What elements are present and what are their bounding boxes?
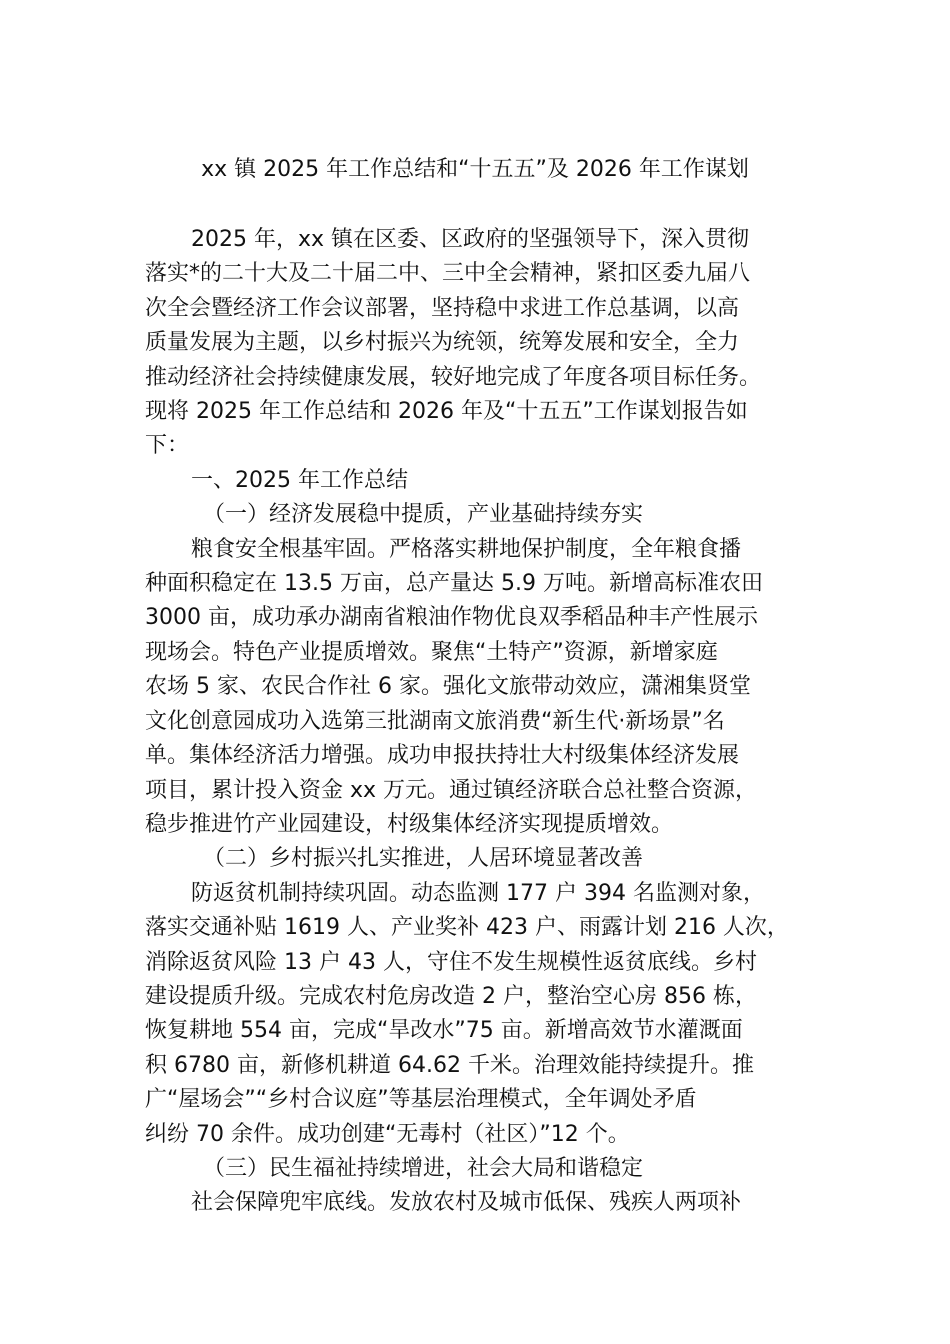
body-line: 文化创意园成功入选第三批湖南文旅消费“新生代·新场景”名	[145, 708, 725, 734]
body-line: 3000 亩，成功承办湖南省粮油作物优良双季稻品种丰产性展示	[145, 605, 758, 631]
body-line: 现场会。特色产业提质增效。聚焦“土特产”资源，新增家庭	[145, 639, 718, 665]
body-line: 种面积稳定在 13.5 万亩，总产量达 5.9 万吨。新增高标准农田	[145, 571, 763, 597]
body-line: 防返贫机制持续巩固。动态监测 177 户 394 名监测对象，	[191, 880, 765, 906]
body-line: 稳步推进竹产业园建设，村级集体经济实现提质增效。	[145, 811, 674, 837]
body-line: 次全会暨经济工作会议部署，坚持稳中求进工作总基调，以高	[145, 295, 740, 321]
body-line: （二）乡村振兴扎实推进，人居环境显著改善	[203, 846, 644, 872]
body-line: 恢复耕地 554 亩，完成“旱改水”75 亩。新增高效节水灌溉面	[145, 1018, 743, 1044]
body-line: 消除返贫风险 13 户 43 人，守住不发生规模性返贫底线。乡村	[145, 949, 757, 975]
body-line: 积 6780 亩，新修机耕道 64.62 千米。治理效能持续提升。推	[145, 1052, 754, 1078]
body-line: 纠纷 70 余件。成功创建“无毒村（社区）”12 个。	[145, 1121, 630, 1147]
document-body	[145, 223, 825, 1221]
body-line: 落实交通补贴 1619 人、产业奖补 423 户、雨露计划 216 人次，	[145, 915, 789, 941]
body-line: 项目，累计投入资金 xx 万元。通过镇经济联合总社整合资源，	[145, 777, 758, 803]
body-line: 农场 5 家、农民合作社 6 家。强化文旅带动效应，潇湘集贤堂	[145, 674, 751, 700]
body-line: 建设提质升级。完成农村危房改造 2 户，整治空心房 856 栋，	[145, 983, 757, 1009]
body-line: （一）经济发展稳中提质，产业基础持续夯实	[203, 502, 644, 528]
body-line: 下：	[145, 433, 190, 459]
body-line: 广“屋场会”“乡村合议庭”等基层治理模式，全年调处矛盾	[145, 1087, 697, 1113]
body-line: 社会保障兜牢底线。发放农村及城市低保、残疾人两项补	[191, 1190, 742, 1216]
body-line: （三）民生福祉持续增进，社会大局和谐稳定	[203, 1155, 644, 1181]
body-line: 落实*的二十大及二十届二中、三中全会精神，紧扣区委九届八	[145, 261, 751, 287]
body-line: 推动经济社会持续健康发展，较好地完成了年度各项目标任务。	[145, 364, 762, 390]
body-line: 质量发展为主题，以乡村振兴为统领，统筹发展和安全，全力	[145, 330, 740, 356]
body-line: 粮食安全根基牢固。严格落实耕地保护制度，全年粮食播	[191, 536, 742, 562]
body-line: 单。集体经济活力增强。成功申报扶持壮大村级集体经济发展	[145, 743, 740, 769]
body-line: 现将 2025 年工作总结和 2026 年及“十五五”工作谋划报告如	[145, 399, 748, 425]
body-line: 2025 年，xx 镇在区委、区政府的坚强领导下，深入贯彻	[191, 227, 750, 252]
document-title: xx 镇 2025 年工作总结和“十五五”及 2026 年工作谋划	[201, 157, 749, 182]
body-line: 一、2025 年工作总结	[191, 467, 408, 493]
